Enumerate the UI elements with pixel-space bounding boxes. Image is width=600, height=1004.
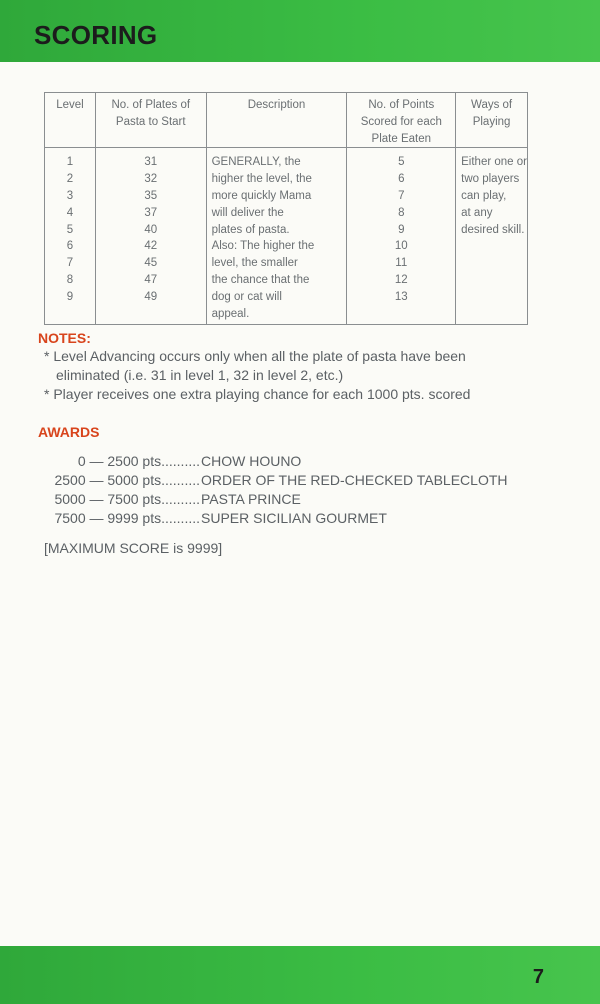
- description-line: the chance that the: [211, 273, 310, 286]
- note-line: eliminated (i.e. 31 in level 1, 32 in level 2, etc.): [56, 367, 344, 383]
- award-row: [0, 491, 200, 510]
- column-header-ways: Ways of Playing: [456, 93, 528, 148]
- award-row: [0, 510, 200, 529]
- level-value: 2: [66, 173, 74, 186]
- level-value: 8: [66, 273, 74, 286]
- description-column: [206, 148, 347, 325]
- ways-line: at any: [461, 206, 493, 219]
- column-header-description: Description: [206, 93, 347, 148]
- level-column: [45, 148, 96, 325]
- points-value: 12: [394, 273, 408, 286]
- description-line: more quickly Mama: [211, 189, 312, 202]
- award-range: 7500 — 9999 pts..........: [54, 510, 200, 526]
- level-value: 5: [66, 223, 74, 236]
- points-value: 9: [398, 223, 405, 236]
- level-value: 7: [66, 257, 74, 270]
- award-name: CHOW HOUNO: [201, 453, 302, 469]
- plates-value: 31: [144, 156, 158, 169]
- level-value: 3: [66, 189, 74, 202]
- description-line: plates of pasta.: [211, 223, 290, 236]
- footer-band: [0, 946, 600, 1004]
- description-line: dog or cat will: [211, 290, 282, 303]
- award-name: ORDER OF THE RED-CHECKED TABLECLOTH: [201, 472, 508, 488]
- scoring-table: [44, 92, 528, 325]
- points-value: 5: [398, 156, 405, 169]
- award-range: 5000 — 7500 pts..........: [54, 491, 200, 507]
- plates-column: [95, 148, 206, 325]
- level-value: 4: [66, 206, 74, 219]
- table-body-row: [45, 148, 528, 325]
- description-line: higher the level, the: [211, 173, 312, 186]
- level-value: 9: [66, 290, 74, 303]
- plates-value: 37: [144, 206, 158, 219]
- description-line: GENERALLY, the: [211, 156, 301, 169]
- column-header-level: Level: [45, 93, 96, 148]
- description-line: appeal.: [211, 307, 250, 320]
- note-extra-chance: * Player receives one extra playing chance for each 1000 pts. scored: [44, 386, 471, 402]
- award-range: 2500 — 5000 pts..........: [54, 472, 200, 488]
- award-name: SUPER SICILIAN GOURMET: [201, 510, 387, 526]
- description-line: will deliver the: [211, 206, 284, 219]
- points-value: 10: [394, 240, 408, 253]
- award-row: [0, 472, 200, 491]
- plates-value: 40: [144, 223, 158, 236]
- plates-value: 45: [144, 257, 158, 270]
- points-value: 13: [394, 290, 408, 303]
- plates-value: 49: [144, 290, 158, 303]
- plates-value: 35: [144, 189, 158, 202]
- award-range: 0 — 2500 pts..........: [77, 453, 200, 469]
- column-header-plates: No. of Plates of Pasta to Start: [95, 93, 206, 148]
- award-row: [0, 453, 200, 472]
- notes-heading: NOTES:: [38, 330, 91, 346]
- table-header-row: [45, 93, 528, 148]
- points-value: 11: [395, 257, 408, 270]
- description-line: Also: The higher the: [211, 240, 315, 253]
- ways-line: can play,: [461, 189, 507, 202]
- points-value: 6: [398, 173, 405, 186]
- page-title: SCORING: [34, 20, 158, 50]
- ways-line: two players: [461, 173, 520, 186]
- ways-line: Either one or: [461, 156, 527, 169]
- page-number: 7: [532, 966, 544, 988]
- max-score-note: [MAXIMUM SCORE is 9999]: [44, 540, 223, 556]
- award-name: PASTA PRINCE: [201, 491, 301, 507]
- note-level-advancing: [44, 347, 466, 385]
- awards-heading: AWARDS: [38, 424, 100, 440]
- level-value: 6: [66, 240, 74, 253]
- points-value: 8: [398, 206, 405, 219]
- ways-column: [456, 148, 528, 325]
- points-value: 7: [398, 189, 405, 202]
- plates-value: 32: [144, 173, 158, 186]
- points-column: [347, 148, 456, 325]
- plates-value: 47: [144, 273, 158, 286]
- column-header-points: No. of Points Scored for each Plate Eaten: [347, 93, 456, 148]
- note-line: * Level Advancing occurs only when all the plate of pasta have been: [44, 348, 466, 364]
- ways-line: desired skill.: [461, 223, 525, 236]
- plates-value: 42: [144, 240, 158, 253]
- level-value: 1: [66, 156, 74, 169]
- description-line: level, the smaller: [211, 257, 298, 270]
